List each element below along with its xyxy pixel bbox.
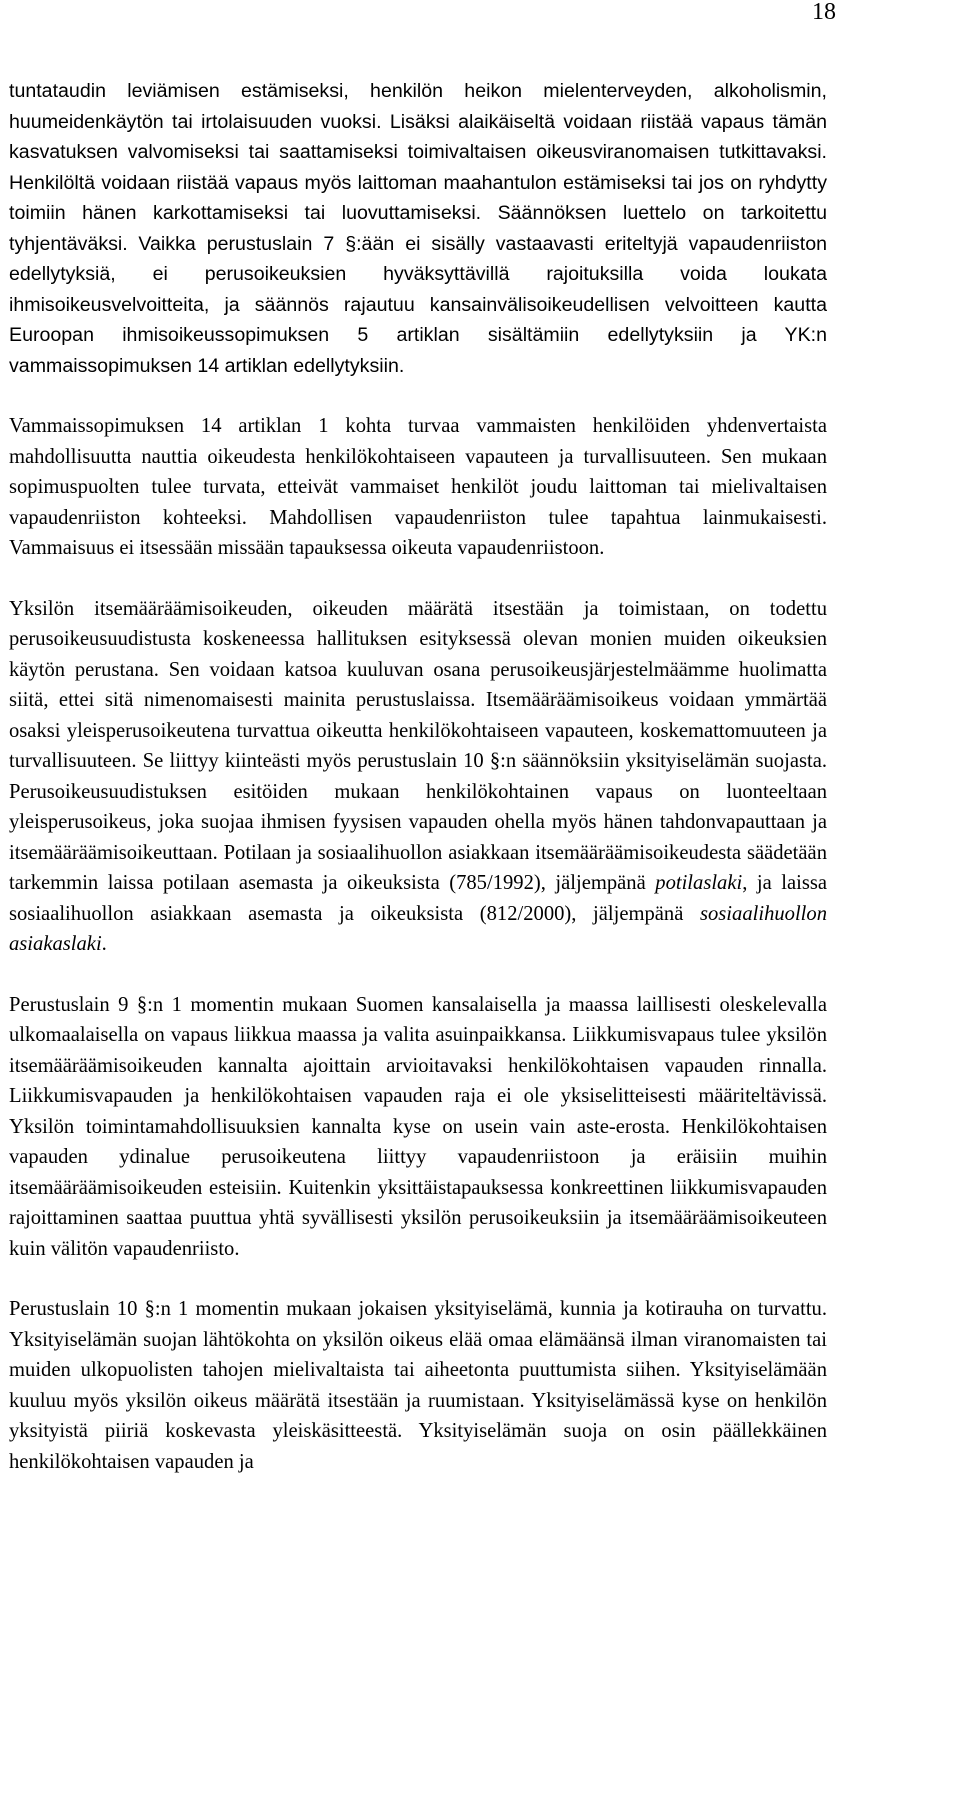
paragraph-5 <box>9 1294 827 1477</box>
paragraph-1-sans-part: tuntataudin leviämisen estämiseksi, henkilön heikon mielenterveyden, alkoholismin, huumeidenkäytön tai irtolaisuuden vuoksi. Lisäksi alaikäiseltä voidaan riistää vapaus tämän kasvatuksen valvomiseksi tai saattamiseksi toimivaltaisen oikeusviranomaisen tutkittavaksi. Henkilöltä voidaan riistää vapaus myös laittoman maahantulon estämiseksi tai jos on ryhdytty toimiin hänen karkottamiseksi tai luovuttamiseksi. Säännöksen luettelo on tarkoitettu tyhjentäväksi. <box>9 80 827 255</box>
paragraph-3-italic-asiakaslaki: sosiaalihuollon asiakaslaki <box>9 902 827 955</box>
paragraph-4-text: Perustuslain 9 §:n 1 momentin mukaan Suomen kansalaisella ja maassa laillisesti oleskelevalla ulkomaalaisella on vapaus liikkua maassa ja valita asuinpaikkansa. Liikkumisvapaus tulee yksilön itsemääräämisoikeuden kannalta ajoittain arvioitavaksi henkilökohtaisen vapauden rinnalla. Liikkumisvapauden ja henkilökohtaisen vapauden raja ei ole yksiselitteisesti määriteltävissä. Yksilön toimintamahdollisuuksien kannalta kyse on usein vain aste-erosta. Henkilökohtaisen vapauden ydinalue perusoikeutena liittyy vapaudenriistoon ja eräisiin muihin itsemääräämisoikeuden esteisiin. Kuitenkin yksittäistapauksessa konkreettinen liikkumisvapauden rajoittaminen saattaa puuttua yhtä syvällisesti yksilön perusoikeuksiin ja itsemääräämisoikeuteen kuin välitön vapaudenriisto. <box>9 993 827 1260</box>
paragraph-3 <box>9 594 827 960</box>
paragraph-1-sans-serif-part: Vaikka perustuslain 7 §:ään ei sisälly vastaavasti eriteltyjä vapaudenriiston edellytyksiä, ei perusoikeuksien hyväksyttävillä rajoituksilla voida loukata ihmisoikeusvelvoitteita, ja säännös rajautuu kansainvälisoikeudellisen velvoitteen kautta Euroopan ihmisoikeussopimuksen 5 artiklan sisältämiin edellytyksiin ja YK:n vammaissopimuksen 14 artiklan edellytyksiin. <box>9 232 828 377</box>
paragraph-5-text: Perustuslain 10 §:n 1 momentin mukaan jokaisen yksityiselämä, kunnia ja kotirauha on turvattu. Yksityiselämän suojan lähtökohta on yksilön oikeus elää omaa elämäänsä ilman viranomaisten tai muiden ulkopuolisten tahojen mielivaltaista tai aiheetonta puuttumista siihen. Yksityiselämään kuuluu myös yksilön oikeus määrätä itsestään ja ruumistaan. Yksityiselämässä kyse on henkilön yksityistä piiriä koskevasta yleiskäsitteestä. Yksityiselämän suoja on osin päällekkäinen henkilökohtaisen vapauden ja <box>9 1298 827 1473</box>
paragraph-3-text: Yksilön itsemääräämisoikeuden, oikeuden määrätä itsestään ja toimistaan, on todettu perusoikeusuudistusta koskeneessa hallituksen esityksessä olevan monien muiden oikeuksien käytön perustana. Sen voidaan katsoa kuuluvan osana perusoikeusjärjestelmäämme huolimatta siitä, ettei sitä nimenomaisesti mainita perustuslaissa. Itsemääräämisoikeus voidaan ymmärtää osaksi yleisperusoikeutena turvattua oikeutta henkilökohtaiseen vapauteen, koskemattomuuteen ja turvallisuuteen. Se liittyy kiinteästi myös perustuslain 10 §:n säännöksiin yksityiselämän suojasta. Perusoikeusuudistuksen esitöiden mukaan henkilökohtainen vapaus on luonteeltaan yleisperusoikeus, joka suojaa ihmisen fyysisen vapauden ohella myös hänen tahdonvapauttaan ja itsemääräämisoikeuttaan. Potilaan ja sosiaalihuollon asiakkaan itsemääräämisoikeudesta säädetään tarkemmin laissa potilaan asemasta ja oikeuksista (785/1992), jäljempänä <box>9 597 827 894</box>
paragraph-3-mid: , ja laissa sosiaalihuollon asiakkaan asemasta ja oikeuksista (812/2000), jäljempänä <box>9 872 828 925</box>
paragraph-3-end: . <box>101 933 107 955</box>
page-number: 18 <box>812 0 836 25</box>
paragraph-3-italic-potilaslaki: potilaslaki <box>655 872 743 894</box>
paragraph-2-text: Vammaissopimuksen 14 artiklan 1 kohta turvaa vammaisten henkilöiden yhdenvertaista mahdollisuutta nauttia oikeudesta henkilökohtaiseen vapauteen ja turvallisuuteen. Sen mukaan sopimuspuolten tulee turvata, etteivät vammaiset henkilöt joudu laittoman tai mielivaltaisen vapaudenriiston kohteeksi. Mahdollisen vapaudenriiston tulee tapahtua lainmukaisesti. Vammaisuus ei itsessään missään tapauksessa oikeuta vapaudenriistoon. <box>9 415 827 559</box>
paragraph-1 <box>9 76 827 381</box>
paragraph-4 <box>9 990 827 1265</box>
paragraph-2 <box>9 411 827 564</box>
document-body <box>9 76 827 1507</box>
